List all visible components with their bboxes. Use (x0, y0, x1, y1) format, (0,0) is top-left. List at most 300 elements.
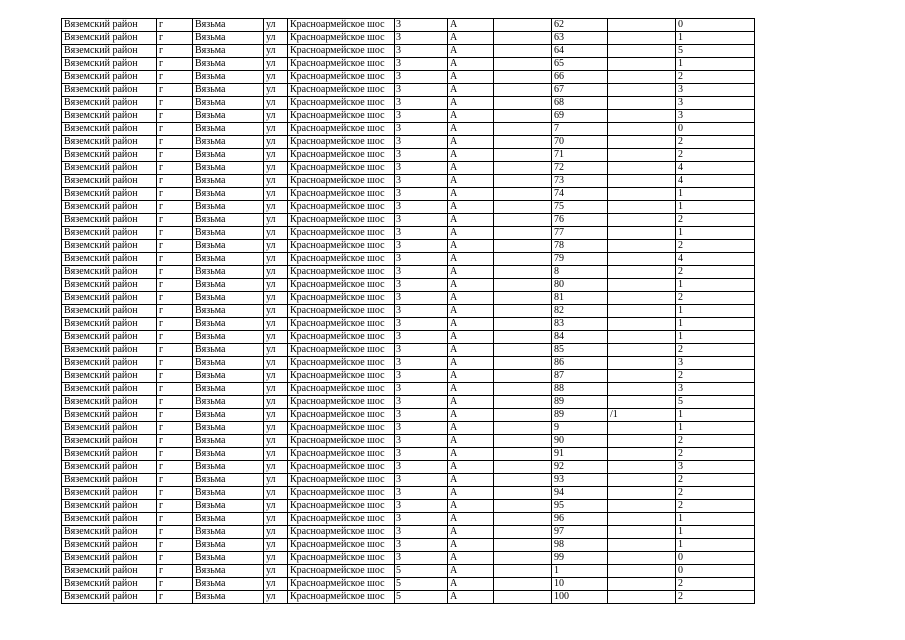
street-number-cell: 3 (395, 175, 448, 188)
street-cell: Красноармейское шос (288, 539, 395, 552)
house-cell: 70 (552, 136, 608, 149)
district-cell: Вяземский район (62, 409, 157, 422)
fraction-cell (608, 474, 676, 487)
street-number-cell: 3 (395, 383, 448, 396)
city-type-cell: г (157, 383, 193, 396)
city-cell: Вязьма (193, 58, 264, 71)
district-cell: Вяземский район (62, 474, 157, 487)
empty-cell (494, 591, 552, 604)
letter-cell: А (448, 435, 494, 448)
empty-cell (494, 578, 552, 591)
table-row (62, 201, 755, 214)
letter-cell: А (448, 149, 494, 162)
street-number-cell: 3 (395, 136, 448, 149)
street-cell: Красноармейское шос (288, 409, 395, 422)
street-number-cell: 3 (395, 279, 448, 292)
empty-cell (494, 526, 552, 539)
house-cell: 94 (552, 487, 608, 500)
street-type-cell: ул (264, 227, 288, 240)
city-cell: Вязьма (193, 487, 264, 500)
count-cell: 2 (676, 240, 755, 253)
house-cell: 62 (552, 19, 608, 32)
street-number-cell: 3 (395, 552, 448, 565)
fraction-cell (608, 110, 676, 123)
street-number-cell: 3 (395, 292, 448, 305)
table-row (62, 487, 755, 500)
letter-cell: А (448, 396, 494, 409)
fraction-cell (608, 305, 676, 318)
street-number-cell: 3 (395, 240, 448, 253)
street-type-cell: ул (264, 435, 288, 448)
house-cell: 76 (552, 214, 608, 227)
street-type-cell: ул (264, 331, 288, 344)
district-cell: Вяземский район (62, 591, 157, 604)
street-type-cell: ул (264, 110, 288, 123)
house-cell: 8 (552, 266, 608, 279)
city-type-cell: г (157, 513, 193, 526)
empty-cell (494, 71, 552, 84)
street-cell: Красноармейское шос (288, 162, 395, 175)
count-cell: 1 (676, 279, 755, 292)
city-cell: Вязьма (193, 500, 264, 513)
table-row (62, 435, 755, 448)
street-type-cell: ул (264, 266, 288, 279)
district-cell: Вяземский район (62, 292, 157, 305)
district-cell: Вяземский район (62, 500, 157, 513)
street-cell: Красноармейское шос (288, 149, 395, 162)
empty-cell (494, 552, 552, 565)
street-number-cell: 5 (395, 578, 448, 591)
city-cell: Вязьма (193, 591, 264, 604)
count-cell: 3 (676, 461, 755, 474)
house-cell: 78 (552, 240, 608, 253)
street-type-cell: ул (264, 201, 288, 214)
city-type-cell: г (157, 409, 193, 422)
street-number-cell: 5 (395, 591, 448, 604)
letter-cell: А (448, 227, 494, 240)
fraction-cell (608, 188, 676, 201)
letter-cell: А (448, 344, 494, 357)
empty-cell (494, 370, 552, 383)
count-cell: 4 (676, 175, 755, 188)
city-cell: Вязьма (193, 396, 264, 409)
house-cell: 99 (552, 552, 608, 565)
district-cell: Вяземский район (62, 214, 157, 227)
letter-cell: А (448, 578, 494, 591)
fraction-cell (608, 149, 676, 162)
table-row (62, 461, 755, 474)
city-type-cell: г (157, 136, 193, 149)
street-number-cell: 3 (395, 97, 448, 110)
house-cell: 81 (552, 292, 608, 305)
count-cell: 1 (676, 305, 755, 318)
letter-cell: А (448, 474, 494, 487)
street-type-cell: ул (264, 305, 288, 318)
count-cell: 0 (676, 565, 755, 578)
empty-cell (494, 201, 552, 214)
fraction-cell (608, 84, 676, 97)
street-number-cell: 3 (395, 357, 448, 370)
city-cell: Вязьма (193, 357, 264, 370)
city-cell: Вязьма (193, 19, 264, 32)
city-type-cell: г (157, 305, 193, 318)
city-type-cell: г (157, 500, 193, 513)
street-type-cell: ул (264, 71, 288, 84)
fraction-cell (608, 123, 676, 136)
street-number-cell: 3 (395, 318, 448, 331)
letter-cell: А (448, 305, 494, 318)
table-row (62, 331, 755, 344)
street-type-cell: ул (264, 292, 288, 305)
fraction-cell (608, 71, 676, 84)
table-row (62, 188, 755, 201)
empty-cell (494, 461, 552, 474)
city-cell: Вязьма (193, 110, 264, 123)
street-cell: Красноармейское шос (288, 591, 395, 604)
house-cell: 100 (552, 591, 608, 604)
count-cell: 1 (676, 539, 755, 552)
street-type-cell: ул (264, 461, 288, 474)
street-cell: Красноармейское шос (288, 240, 395, 253)
district-cell: Вяземский район (62, 448, 157, 461)
count-cell: 1 (676, 318, 755, 331)
street-type-cell: ул (264, 45, 288, 58)
house-cell: 97 (552, 526, 608, 539)
street-number-cell: 3 (395, 474, 448, 487)
street-type-cell: ул (264, 565, 288, 578)
street-cell: Красноармейское шос (288, 552, 395, 565)
empty-cell (494, 266, 552, 279)
count-cell: 2 (676, 435, 755, 448)
table-row (62, 474, 755, 487)
city-cell: Вязьма (193, 331, 264, 344)
fraction-cell: /1 (608, 409, 676, 422)
street-cell: Красноармейское шос (288, 19, 395, 32)
street-cell: Красноармейское шос (288, 110, 395, 123)
city-cell: Вязьма (193, 136, 264, 149)
letter-cell: А (448, 461, 494, 474)
empty-cell (494, 149, 552, 162)
fraction-cell (608, 45, 676, 58)
city-type-cell: г (157, 19, 193, 32)
street-type-cell: ул (264, 370, 288, 383)
district-cell: Вяземский район (62, 175, 157, 188)
street-cell: Красноармейское шос (288, 71, 395, 84)
house-cell: 72 (552, 162, 608, 175)
city-cell: Вязьма (193, 201, 264, 214)
street-type-cell: ул (264, 240, 288, 253)
street-type-cell: ул (264, 97, 288, 110)
street-type-cell: ул (264, 253, 288, 266)
district-cell: Вяземский район (62, 253, 157, 266)
district-cell: Вяземский район (62, 110, 157, 123)
count-cell: 2 (676, 292, 755, 305)
fraction-cell (608, 565, 676, 578)
district-cell: Вяземский район (62, 461, 157, 474)
table-row (62, 396, 755, 409)
empty-cell (494, 123, 552, 136)
district-cell: Вяземский район (62, 279, 157, 292)
count-cell: 2 (676, 591, 755, 604)
district-cell: Вяземский район (62, 565, 157, 578)
table-row (62, 357, 755, 370)
letter-cell: А (448, 201, 494, 214)
city-cell: Вязьма (193, 383, 264, 396)
street-cell: Красноармейское шос (288, 136, 395, 149)
city-type-cell: г (157, 396, 193, 409)
street-type-cell: ул (264, 396, 288, 409)
street-type-cell: ул (264, 357, 288, 370)
fraction-cell (608, 526, 676, 539)
street-number-cell: 3 (395, 149, 448, 162)
table-row (62, 266, 755, 279)
fraction-cell (608, 552, 676, 565)
count-cell: 1 (676, 526, 755, 539)
fraction-cell (608, 266, 676, 279)
street-type-cell: ул (264, 539, 288, 552)
empty-cell (494, 396, 552, 409)
district-cell: Вяземский район (62, 578, 157, 591)
table-row (62, 84, 755, 97)
street-type-cell: ул (264, 344, 288, 357)
street-cell: Красноармейское шос (288, 357, 395, 370)
city-type-cell: г (157, 370, 193, 383)
street-type-cell: ул (264, 383, 288, 396)
city-cell: Вязьма (193, 279, 264, 292)
fraction-cell (608, 357, 676, 370)
letter-cell: А (448, 318, 494, 331)
letter-cell: А (448, 188, 494, 201)
street-number-cell: 3 (395, 370, 448, 383)
street-cell: Красноармейское шос (288, 292, 395, 305)
street-cell: Красноармейское шос (288, 565, 395, 578)
district-cell: Вяземский район (62, 123, 157, 136)
empty-cell (494, 292, 552, 305)
city-cell: Вязьма (193, 175, 264, 188)
street-number-cell: 3 (395, 539, 448, 552)
table-row (62, 578, 755, 591)
empty-cell (494, 409, 552, 422)
fraction-cell (608, 214, 676, 227)
count-cell: 4 (676, 253, 755, 266)
house-cell: 7 (552, 123, 608, 136)
city-type-cell: г (157, 344, 193, 357)
count-cell: 2 (676, 578, 755, 591)
house-cell: 1 (552, 565, 608, 578)
empty-cell (494, 97, 552, 110)
street-number-cell: 5 (395, 565, 448, 578)
street-cell: Красноармейское шос (288, 370, 395, 383)
street-number-cell: 3 (395, 162, 448, 175)
city-cell: Вязьма (193, 162, 264, 175)
district-cell: Вяземский район (62, 71, 157, 84)
house-cell: 75 (552, 201, 608, 214)
house-cell: 82 (552, 305, 608, 318)
street-type-cell: ул (264, 474, 288, 487)
district-cell: Вяземский район (62, 201, 157, 214)
house-cell: 67 (552, 84, 608, 97)
letter-cell: А (448, 500, 494, 513)
city-type-cell: г (157, 201, 193, 214)
count-cell: 1 (676, 201, 755, 214)
district-cell: Вяземский район (62, 305, 157, 318)
street-type-cell: ул (264, 175, 288, 188)
count-cell: 5 (676, 45, 755, 58)
table-row (62, 253, 755, 266)
district-cell: Вяземский район (62, 435, 157, 448)
street-cell: Красноармейское шос (288, 396, 395, 409)
letter-cell: А (448, 97, 494, 110)
street-type-cell: ул (264, 214, 288, 227)
city-type-cell: г (157, 97, 193, 110)
city-type-cell: г (157, 110, 193, 123)
district-cell: Вяземский район (62, 357, 157, 370)
count-cell: 2 (676, 474, 755, 487)
letter-cell: А (448, 539, 494, 552)
empty-cell (494, 448, 552, 461)
empty-cell (494, 214, 552, 227)
empty-cell (494, 357, 552, 370)
letter-cell: А (448, 214, 494, 227)
house-cell: 85 (552, 344, 608, 357)
district-cell: Вяземский район (62, 344, 157, 357)
house-cell: 69 (552, 110, 608, 123)
fraction-cell (608, 331, 676, 344)
count-cell: 2 (676, 266, 755, 279)
street-cell: Красноармейское шос (288, 448, 395, 461)
table-row (62, 279, 755, 292)
street-type-cell: ул (264, 487, 288, 500)
table-row (62, 305, 755, 318)
city-cell: Вязьма (193, 97, 264, 110)
count-cell: 5 (676, 396, 755, 409)
letter-cell: А (448, 32, 494, 45)
street-number-cell: 3 (395, 500, 448, 513)
table-body (62, 19, 755, 604)
city-cell: Вязьма (193, 32, 264, 45)
house-cell: 66 (552, 71, 608, 84)
street-type-cell: ул (264, 32, 288, 45)
house-cell: 93 (552, 474, 608, 487)
fraction-cell (608, 253, 676, 266)
city-type-cell: г (157, 448, 193, 461)
letter-cell: А (448, 19, 494, 32)
street-type-cell: ул (264, 279, 288, 292)
district-cell: Вяземский район (62, 331, 157, 344)
count-cell: 2 (676, 214, 755, 227)
city-type-cell: г (157, 162, 193, 175)
street-cell: Красноармейское шос (288, 45, 395, 58)
house-cell: 71 (552, 149, 608, 162)
street-cell: Красноармейское шос (288, 123, 395, 136)
letter-cell: А (448, 370, 494, 383)
empty-cell (494, 32, 552, 45)
street-number-cell: 3 (395, 32, 448, 45)
empty-cell (494, 188, 552, 201)
district-cell: Вяземский район (62, 45, 157, 58)
district-cell: Вяземский район (62, 396, 157, 409)
count-cell: 1 (676, 331, 755, 344)
letter-cell: А (448, 279, 494, 292)
table-row (62, 422, 755, 435)
house-cell: 74 (552, 188, 608, 201)
street-type-cell: ул (264, 526, 288, 539)
city-cell: Вязьма (193, 565, 264, 578)
street-number-cell: 3 (395, 110, 448, 123)
letter-cell: А (448, 552, 494, 565)
table-row (62, 71, 755, 84)
count-cell: 2 (676, 448, 755, 461)
empty-cell (494, 240, 552, 253)
district-cell: Вяземский район (62, 227, 157, 240)
city-type-cell: г (157, 422, 193, 435)
street-type-cell: ул (264, 19, 288, 32)
district-cell: Вяземский район (62, 162, 157, 175)
letter-cell: А (448, 58, 494, 71)
fraction-cell (608, 487, 676, 500)
city-type-cell: г (157, 565, 193, 578)
house-cell: 64 (552, 45, 608, 58)
city-type-cell: г (157, 435, 193, 448)
city-type-cell: г (157, 292, 193, 305)
house-cell: 10 (552, 578, 608, 591)
count-cell: 3 (676, 110, 755, 123)
city-type-cell: г (157, 578, 193, 591)
street-number-cell: 3 (395, 123, 448, 136)
street-type-cell: ул (264, 136, 288, 149)
fraction-cell (608, 500, 676, 513)
street-number-cell: 3 (395, 188, 448, 201)
city-type-cell: г (157, 279, 193, 292)
city-type-cell: г (157, 318, 193, 331)
table-row (62, 513, 755, 526)
fraction-cell (608, 58, 676, 71)
letter-cell: А (448, 71, 494, 84)
letter-cell: А (448, 487, 494, 500)
table-row (62, 227, 755, 240)
table-row (62, 32, 755, 45)
city-cell: Вязьма (193, 149, 264, 162)
empty-cell (494, 331, 552, 344)
street-cell: Красноармейское шос (288, 32, 395, 45)
street-number-cell: 3 (395, 435, 448, 448)
city-cell: Вязьма (193, 214, 264, 227)
street-number-cell: 3 (395, 58, 448, 71)
empty-cell (494, 58, 552, 71)
city-cell: Вязьма (193, 578, 264, 591)
fraction-cell (608, 136, 676, 149)
letter-cell: А (448, 383, 494, 396)
street-cell: Красноармейское шос (288, 266, 395, 279)
letter-cell: А (448, 292, 494, 305)
empty-cell (494, 500, 552, 513)
street-cell: Красноармейское шос (288, 58, 395, 71)
city-cell: Вязьма (193, 188, 264, 201)
street-type-cell: ул (264, 422, 288, 435)
count-cell: 1 (676, 188, 755, 201)
city-cell: Вязьма (193, 227, 264, 240)
empty-cell (494, 162, 552, 175)
empty-cell (494, 513, 552, 526)
city-cell: Вязьма (193, 435, 264, 448)
city-cell: Вязьма (193, 539, 264, 552)
empty-cell (494, 110, 552, 123)
empty-cell (494, 84, 552, 97)
letter-cell: А (448, 357, 494, 370)
letter-cell: А (448, 591, 494, 604)
street-number-cell: 3 (395, 396, 448, 409)
city-cell: Вязьма (193, 513, 264, 526)
